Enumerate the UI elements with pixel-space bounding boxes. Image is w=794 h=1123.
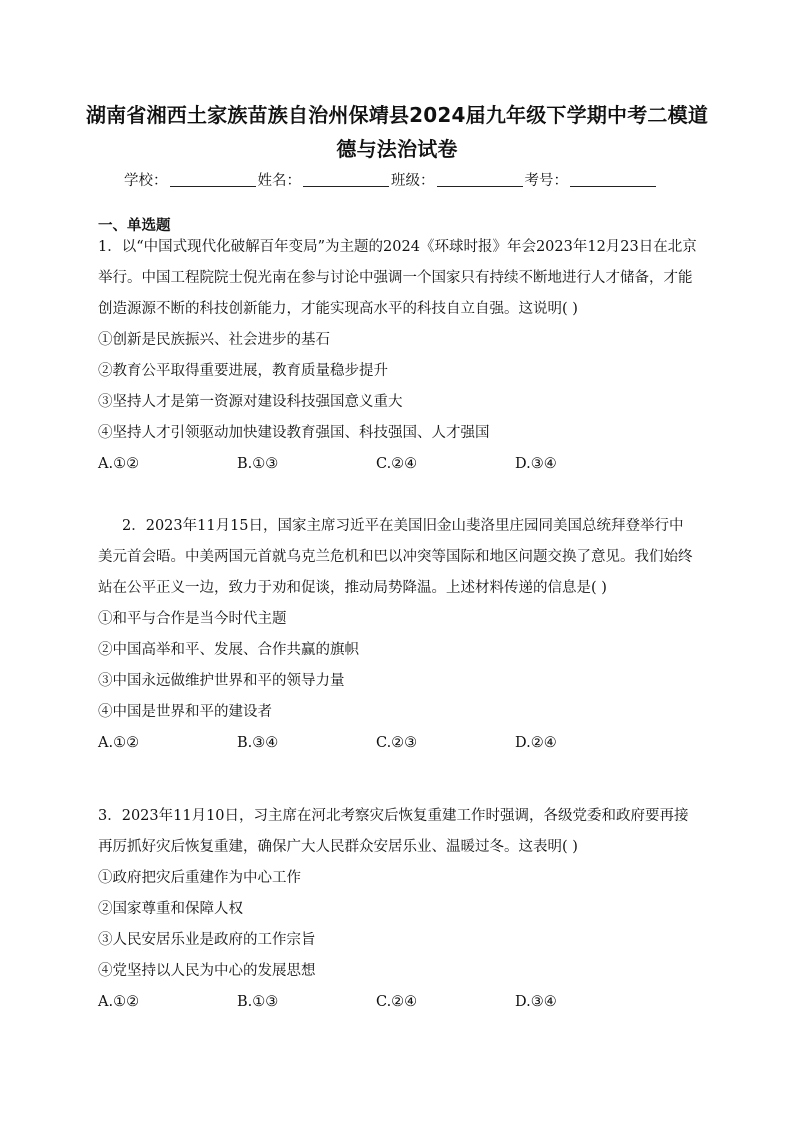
student-info-row	[124, 170, 658, 190]
statement-option: ③人民安居乐业是政府的工作宗旨	[98, 932, 316, 948]
exam-title: 湖南省湘西土家族苗族自治州保靖县2024届九年级下学期中考二模道德与法治试卷	[85, 103, 709, 161]
name-blank	[303, 185, 389, 187]
choice-a[interactable]: A.①②	[98, 456, 140, 472]
question-stem: 3．2023年11月10日，习主席在河北考察灾后恢复重建工作时强调，各级党委和政府要再接再厉抓好灾后恢复重建，确保广大人民群众安居乐业、温暖过冬。这表明( )	[98, 808, 689, 855]
choice-a[interactable]: A.①②	[98, 735, 140, 751]
answer-choices	[98, 449, 698, 480]
choice-a[interactable]: A.①②	[98, 994, 140, 1010]
question-stem: 2．2023年11月15日，国家主席习近平在美国旧金山斐洛里庄园同美国总统拜登举行中美元首会晤。中美两国元首就乌克兰危机和巴以冲突等国际和地区问题交换了意见。我们始终站在公平正义一边，致力于劝和促谈，推动局势降温。上述材料传递的信息是( )	[98, 518, 693, 596]
statement-option: ①创新是民族振兴、社会进步的基石	[98, 332, 330, 348]
choice-b[interactable]: B.①③	[237, 994, 279, 1010]
statement-option: ①和平与合作是当今时代主题	[98, 611, 287, 627]
answer-choices	[98, 728, 698, 759]
exam-number-label: 考号：	[524, 173, 568, 189]
class-label: 班级：	[391, 173, 435, 189]
section-title: 一、单选题	[98, 218, 171, 234]
statement-option: ②教育公平取得重要进展，教育质量稳步提升	[98, 363, 388, 379]
statement-option: ③坚持人才是第一资源对建设科技强国意义重大	[98, 394, 403, 410]
question-3	[98, 801, 698, 1018]
choice-b[interactable]: B.①③	[237, 456, 279, 472]
class-blank	[437, 185, 523, 187]
name-label: 姓名：	[257, 173, 301, 189]
choice-c[interactable]: C.②④	[376, 994, 418, 1010]
choice-b[interactable]: B.③④	[237, 735, 279, 751]
statement-option: ④中国是世界和平的建设者	[98, 704, 272, 720]
choice-c[interactable]: C.②③	[376, 735, 418, 751]
statement-option: ④党坚持以人民为中心的发展思想	[98, 963, 316, 979]
statement-option: ③中国永远做维护世界和平的领导力量	[98, 673, 345, 689]
statement-option: ④坚持人才引领驱动加快建设教育强国、科技强国、人才强国	[98, 425, 490, 441]
school-blank	[170, 185, 256, 187]
answer-choices	[98, 987, 698, 1018]
statement-option: ①政府把灾后重建作为中心工作	[98, 870, 301, 886]
choice-d[interactable]: D.③④	[515, 456, 557, 472]
statement-option: ②国家尊重和保障人权	[98, 901, 243, 917]
question-1	[98, 232, 698, 480]
statement-option: ②中国高举和平、发展、合作共赢的旗帜	[98, 642, 359, 658]
school-label: 学校：	[124, 173, 168, 189]
choice-d[interactable]: D.②④	[515, 735, 557, 751]
question-stem: 1．以“中国式现代化破解百年变局”为主题的2024《环球时报》年会2023年12月23日在北京举行。中国工程院院士倪光南在参与讨论中强调一个国家只有持续不断地进行人才储备，才能创造源源不断的科技创新能力，才能实现高水平的科技自立自强。这说明( )	[98, 239, 697, 317]
choice-d[interactable]: D.③④	[515, 994, 557, 1010]
choice-c[interactable]: C.②④	[376, 456, 418, 472]
question-2	[98, 511, 698, 759]
exam-number-blank	[570, 185, 656, 187]
